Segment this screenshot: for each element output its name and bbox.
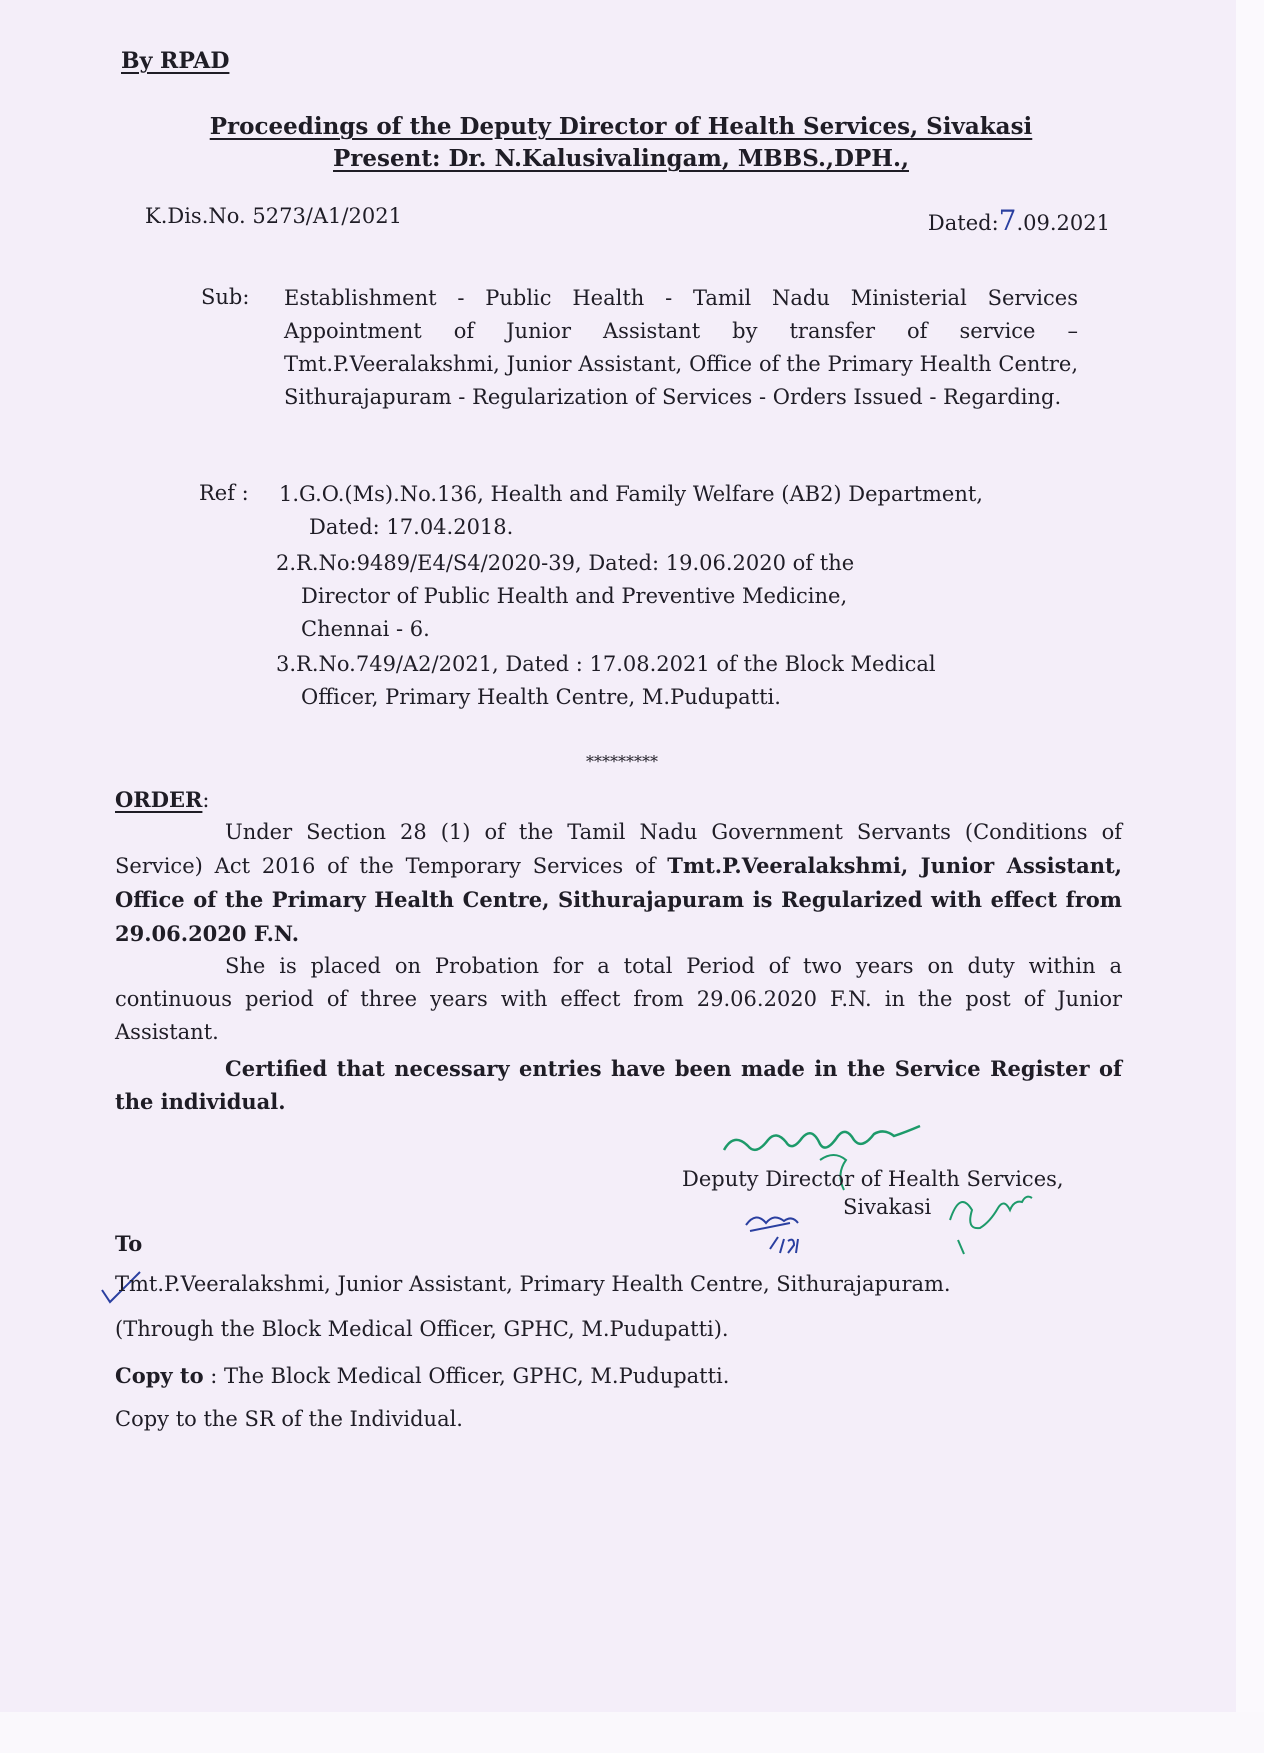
subject-label: Sub: [201, 285, 250, 309]
copy-to-line [115, 1363, 729, 1388]
order-para2-text: She is placed on Probation for a total Period of two years on duty within a continuous period of three years with effect from 29.06.2020 F.N. in the post of Junior Assistant. [115, 954, 1122, 1044]
order-paragraph-1 [115, 816, 1122, 951]
proceedings-title: Proceedings of the Deputy Director of Health Services, Sivakasi [209, 113, 1033, 140]
to-label: To [115, 1231, 143, 1256]
copy-to-label: Copy to [115, 1363, 204, 1388]
dated-field [928, 204, 1110, 237]
reference-item-1-line1: 1.G.O.(Ms).No.136, Health and Family Welfare (AB2) Department, [279, 482, 983, 506]
addressee-line1: Tmt.P.Veeralakshmi, Junior Assistant, Primary Health Centre, Sithurajapuram. [115, 1272, 951, 1296]
order-para1-bold: Tmt.P.Veeralakshmi, Junior Assistant, Office of the Primary Health Centre, Sithurajapuram is Regularized with effect from 29.06.2020 F.N. [115, 853, 1122, 946]
copy-to-text: : The Block Medical Officer, GPHC, M.Pudupatti. [203, 1364, 730, 1388]
order-paragraph-3 [115, 1052, 1122, 1118]
reference-item-3-line2: Officer, Primary Health Centre, M.Pudupatti. [301, 685, 781, 709]
reference-number: K.Dis.No. 5273/A1/2021 [145, 204, 402, 228]
reference-label: Ref : [199, 481, 249, 505]
reference-item-2-line3: Chennai - 6. [301, 617, 430, 641]
addressee-line2: (Through the Block Medical Officer, GPHC, M.Pudupatti). [115, 1317, 729, 1341]
subject-text: Establishment - Public Health - Tamil Nadu Ministerial Services Appointment of Junior Assistant by transfer of service – Tmt.P.Veeralakshmi, Junior Assistant, Office of the Primary Health Centre, Sithurajapuram - Regularization of Services - Orders Issued - Regarding. [284, 286, 1078, 409]
signatory-place: Sivakasi [843, 1195, 932, 1219]
reference-item-3-line1: 3.R.No.749/A2/2021, Dated : 17.08.2021 of the Block Medical [276, 652, 936, 676]
dispatch-mode: By RPAD [121, 48, 230, 74]
copy-to-sr-line: Copy to the SR of the Individual. [115, 1407, 463, 1431]
reference-item-2-line2: Director of Public Health and Preventive Medicine, [301, 584, 848, 608]
order-para1-plain: Under Section 28 (1) of the Tamil Nadu Government Servants (Conditions of Service) Act 2016 of the Temporary Services of [115, 820, 1122, 878]
reference-item-1 [279, 478, 983, 544]
reference-item-2-line1: 2.R.No:9489/E4/S4/2020-39, Dated: 19.06.2020 of the [276, 551, 855, 575]
reference-item-2 [276, 547, 854, 646]
signatory-designation: Deputy Director of Health Services, [682, 1167, 1064, 1191]
reference-item-1-line2: Dated: 17.04.2018. [309, 515, 514, 539]
present-officer: Present: Dr. N.Kalusivalingam, MBBS.,DPH., [333, 145, 909, 172]
order-paragraph-2 [115, 950, 1122, 1049]
scan-edge [1236, 0, 1264, 1753]
order-heading-text: ORDER [115, 787, 203, 812]
reference-item-3 [276, 648, 936, 714]
scan-edge-bottom [0, 1712, 1264, 1753]
order-heading [115, 787, 210, 812]
order-colon: : [202, 788, 210, 812]
dated-label: Dated: [927, 211, 999, 235]
handwritten-initials-date [740, 1205, 830, 1260]
order-para3-text: Certified that necessary entries have been made in the Service Register of the individual. [115, 1056, 1122, 1114]
separator-stars: ********* [586, 752, 658, 771]
dated-rest: .09.2021 [1016, 211, 1110, 235]
dated-day-handwritten: 7 [998, 204, 1017, 237]
